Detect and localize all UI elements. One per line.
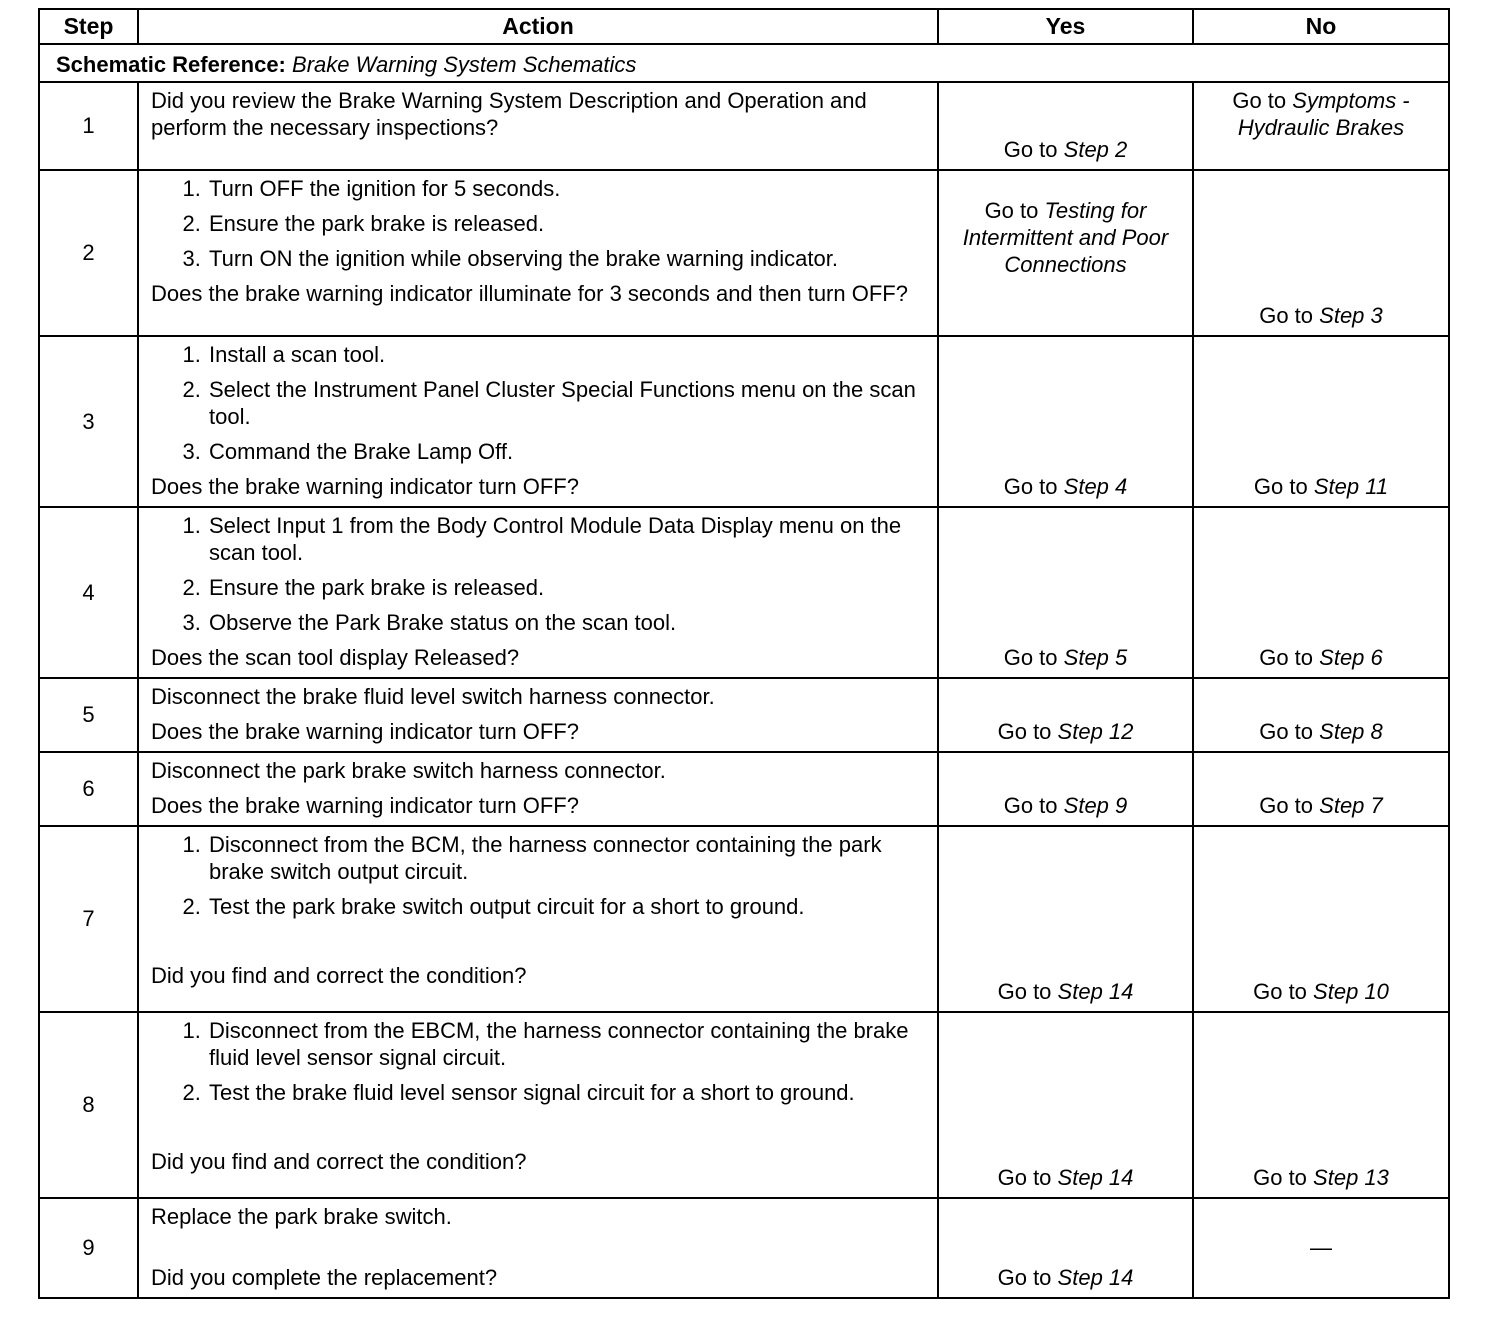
step-link[interactable]: Step 11 [1313, 474, 1389, 499]
list-item: 1. Install a scan tool. [207, 341, 927, 368]
step-number: 7 [39, 826, 138, 1012]
action-question: Does the brake warning indicator turn OFF? [151, 719, 579, 744]
step-link[interactable]: Step 4 [1063, 474, 1128, 499]
no-cell: Go to Step 7 [1193, 752, 1449, 826]
header-step: Step [39, 9, 138, 44]
no-cell: Go to Step 3 [1193, 170, 1449, 336]
action-cell [138, 1198, 938, 1298]
action-question: Did you complete the replacement? [151, 1265, 498, 1290]
action-text: Disconnect the brake fluid level switch harness connector. [151, 684, 715, 709]
action-question: Does the brake warning indicator turn OFF? [151, 474, 579, 499]
step-number: 1 [39, 82, 138, 170]
yes-cell: Go to Step 4 [938, 336, 1193, 507]
list-item: 1. Disconnect from the EBCM, the harness connector containing the brake fluid level sensor signal circuit. [207, 1017, 927, 1071]
step-link[interactable]: Step 7 [1319, 793, 1383, 818]
list-item: 3. Turn ON the ignition while observing the brake warning indicator. [207, 245, 927, 272]
step-number: 2 [39, 170, 138, 336]
action-list [151, 341, 927, 465]
action-text: Did you review the Brake Warning System Description and Operation and perform the necessary inspections? [151, 88, 867, 140]
step-link[interactable]: Step 3 [1319, 303, 1383, 328]
action-cell [138, 678, 938, 752]
list-item: 2. Test the brake fluid level sensor signal circuit for a short to ground. [207, 1079, 927, 1106]
header-action: Action [138, 9, 938, 44]
table-row [39, 170, 1449, 336]
yes-cell: Go to Step 2 [938, 82, 1193, 170]
schematic-reference [39, 44, 1449, 82]
action-cell [138, 336, 938, 507]
action-list [151, 175, 927, 272]
step-link[interactable]: Step 6 [1319, 645, 1383, 670]
step-number: 6 [39, 752, 138, 826]
table-row [39, 336, 1449, 507]
schematic-label: Schematic Reference: [56, 52, 286, 77]
yes-cell: Go to Testing for Intermittent and Poor Connections [938, 170, 1193, 336]
no-cell: Go to Symptoms - Hydraulic Brakes [1193, 82, 1449, 170]
action-list [151, 1017, 927, 1106]
step-link[interactable]: Step 8 [1319, 719, 1383, 744]
no-cell: Go to Step 11 [1193, 336, 1449, 507]
step-number: 5 [39, 678, 138, 752]
list-item: 2. Select the Instrument Panel Cluster Special Functions menu on the scan tool. [207, 376, 927, 430]
testing-link[interactable]: Testing for Intermittent and Poor Connections [962, 198, 1169, 277]
header-no: No [1193, 9, 1449, 44]
no-cell: Go to Step 8 [1193, 678, 1449, 752]
step-link[interactable]: Step 5 [1063, 645, 1128, 670]
list-item: 3. Observe the Park Brake status on the scan tool. [207, 609, 927, 636]
yes-cell: Go to Step 14 [938, 1198, 1193, 1298]
header-yes: Yes [938, 9, 1193, 44]
step-link[interactable]: Step 12 [1057, 719, 1134, 744]
yes-cell: Go to Step 14 [938, 826, 1193, 1012]
action-list [151, 512, 927, 636]
table-row [39, 507, 1449, 678]
action-cell [138, 752, 938, 826]
action-cell [138, 170, 938, 336]
schematic-link[interactable]: Brake Warning System Schematics [292, 52, 637, 77]
no-cell: Go to Step 10 [1193, 826, 1449, 1012]
header-row [39, 9, 1449, 44]
table-row [39, 826, 1449, 1012]
step-link[interactable]: Step 10 [1313, 979, 1389, 1004]
step-link[interactable]: Step 9 [1063, 793, 1128, 818]
list-item: 3. Command the Brake Lamp Off. [207, 438, 927, 465]
action-question: Does the brake warning indicator illuminate for 3 seconds and then turn OFF? [151, 281, 908, 306]
action-list [151, 831, 927, 920]
schematic-reference-row [39, 44, 1449, 82]
symptoms-link[interactable]: Symptoms - Hydraulic Brakes [1237, 88, 1410, 140]
action-text: Replace the park brake switch. [151, 1204, 452, 1229]
list-item: 1. Turn OFF the ignition for 5 seconds. [207, 175, 927, 202]
yes-cell: Go to Step 9 [938, 752, 1193, 826]
list-item: 1. Select Input 1 from the Body Control Module Data Display menu on the scan tool. [207, 512, 927, 566]
step-number: 8 [39, 1012, 138, 1198]
step-link[interactable]: Step 2 [1063, 137, 1128, 162]
action-cell [138, 1012, 938, 1198]
table-row [39, 1012, 1449, 1198]
action-text: Disconnect the park brake switch harness connector. [151, 758, 666, 783]
action-cell [138, 82, 938, 170]
action-cell [138, 826, 938, 1012]
list-item: 1. Disconnect from the BCM, the harness connector containing the park brake switch output circuit. [207, 831, 927, 885]
table-row [39, 752, 1449, 826]
diagnostic-table [38, 8, 1450, 1299]
step-link[interactable]: Step 14 [1057, 1165, 1134, 1190]
list-item: 2. Ensure the park brake is released. [207, 574, 927, 601]
action-question: Does the scan tool display Released? [151, 645, 520, 670]
step-link[interactable]: Step 14 [1057, 979, 1134, 1004]
action-question: Does the brake warning indicator turn OFF? [151, 793, 579, 818]
yes-cell: Go to Step 14 [938, 1012, 1193, 1198]
yes-cell: Go to Step 5 [938, 507, 1193, 678]
list-item: 2. Ensure the park brake is released. [207, 210, 927, 237]
yes-cell: Go to Step 12 [938, 678, 1193, 752]
step-link[interactable]: Step 14 [1057, 1265, 1134, 1290]
step-link[interactable]: Step 13 [1313, 1165, 1389, 1190]
action-question: Did you find and correct the condition? [151, 963, 527, 988]
no-cell: Go to Step 13 [1193, 1012, 1449, 1198]
table-row [39, 1198, 1449, 1298]
list-item: 2. Test the park brake switch output circuit for a short to ground. [207, 893, 927, 920]
table-row [39, 82, 1449, 170]
no-cell: Go to Step 6 [1193, 507, 1449, 678]
table-row [39, 678, 1449, 752]
step-number: 3 [39, 336, 138, 507]
action-cell [138, 507, 938, 678]
no-cell [1193, 1198, 1449, 1298]
step-number: 4 [39, 507, 138, 678]
no-action-dash: — [1310, 1235, 1332, 1260]
action-question: Did you find and correct the condition? [151, 1149, 527, 1174]
step-number: 9 [39, 1198, 138, 1298]
